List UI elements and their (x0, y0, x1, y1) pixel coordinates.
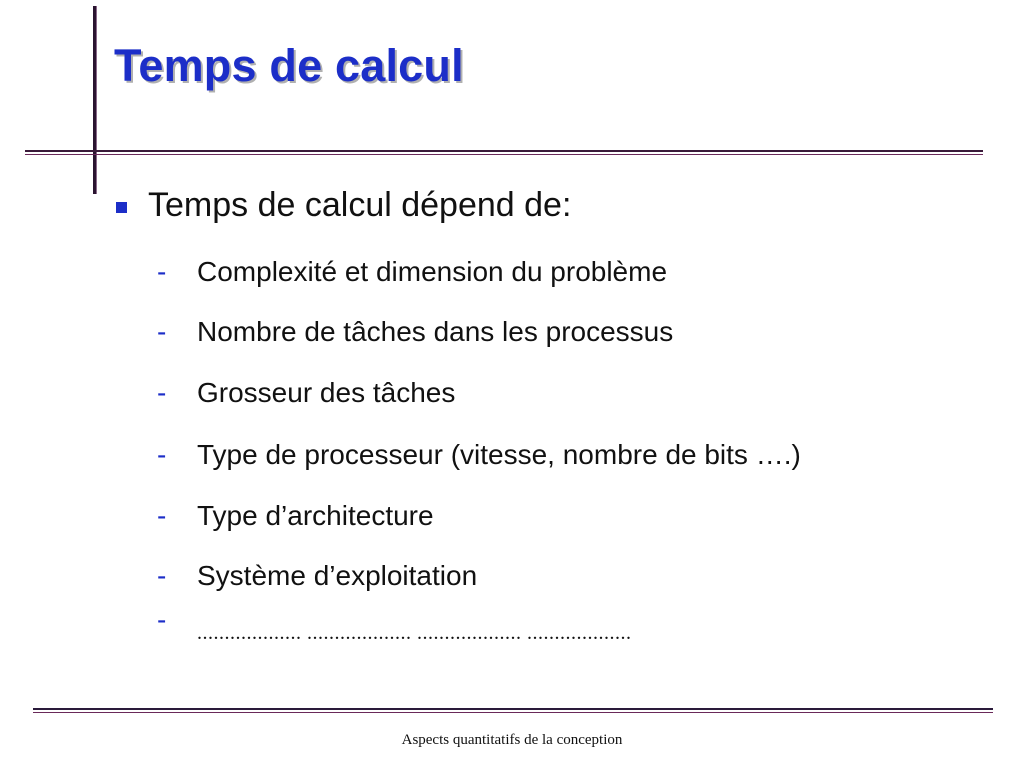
dash-bullet-icon: - (157, 316, 167, 347)
sub-item (157, 439, 801, 471)
dash-bullet-icon: - (157, 439, 167, 470)
footer-divider (33, 708, 993, 710)
sub-item-label: Type de processeur (vitesse, nombre de bits ….) (197, 439, 801, 470)
slide-footer: Aspects quantitatifs de la conception (401, 732, 623, 748)
sub-item-label: Complexité et dimension du problème (197, 256, 668, 287)
sub-item (157, 500, 434, 532)
sub-item-label: Type d’architecture (197, 500, 434, 531)
sub-item-label: Grosseur des tâches (197, 377, 456, 408)
sub-item (157, 256, 667, 288)
sub-item (157, 377, 455, 409)
title-divider (25, 150, 983, 152)
square-bullet-icon (116, 202, 127, 213)
vertical-rule (93, 6, 96, 194)
sub-item (157, 604, 197, 636)
main-bullet-text: Temps de calcul dépend de: (148, 186, 572, 224)
dash-bullet-icon: - (157, 560, 167, 591)
main-bullet-item (116, 186, 571, 225)
slide-title: Temps de calcul (114, 40, 464, 91)
placeholder-dots: ................... ................... ................... ................... (197, 622, 632, 644)
dash-bullet-icon: - (157, 377, 167, 408)
sub-item-label: Nombre de tâches dans les processus (197, 316, 674, 347)
dash-bullet-icon: - (157, 604, 167, 635)
sub-item (157, 560, 477, 592)
sub-item-label: Système d’exploitation (197, 560, 478, 591)
dash-bullet-icon: - (157, 500, 167, 531)
sub-item (157, 316, 673, 348)
dash-bullet-icon: - (157, 256, 167, 287)
